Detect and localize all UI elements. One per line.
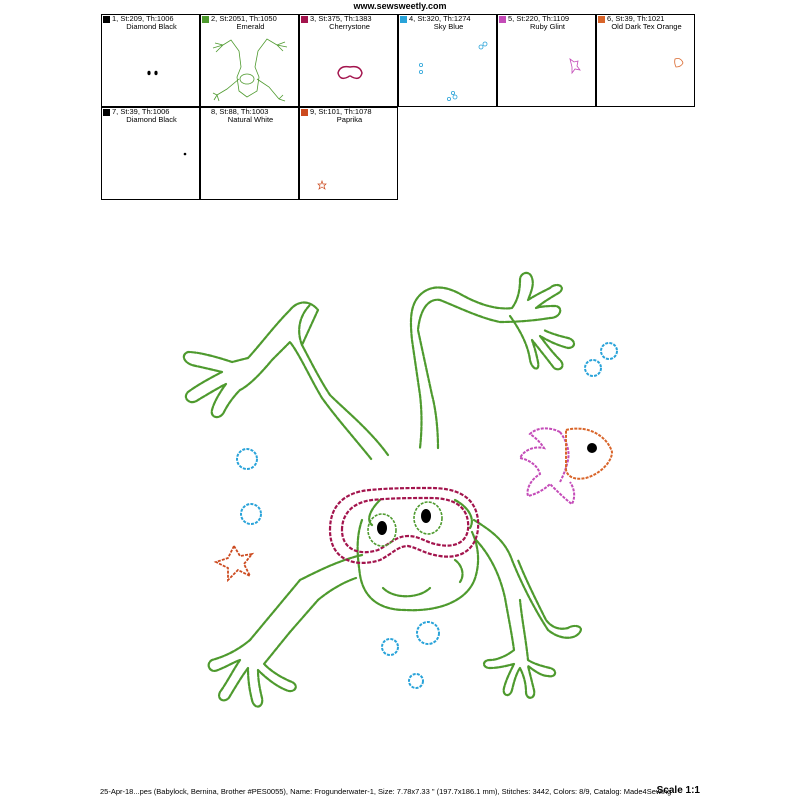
thread-info: 3, St:375, Th:1383 [310, 14, 372, 23]
thread-name: Sky Blue [433, 22, 464, 31]
thread-cell-8 [200, 107, 299, 200]
design-info-footer: 25-Apr-18...pes (Babylock, Bernina, Brother #PES0055), Name: Frogunderwater-1, Size: 7.78x7.33 " (197.7x186.1 mm), Stitches: 3442, Colors: 8/9, Catalog: Made4Sewing [100, 787, 672, 796]
thread-name: Cherrystone [329, 22, 370, 31]
thread-preview-goggles [300, 15, 398, 107]
thread-preview-bubbles [399, 15, 497, 107]
color-swatch [202, 109, 209, 116]
fish-eye [587, 443, 597, 453]
thread-cell-5 [497, 14, 596, 107]
frog-pupil-left [377, 521, 387, 535]
thread-cell-9 [299, 107, 398, 200]
scale-label: Scale 1:1 [656, 785, 700, 796]
thread-cell-6 [596, 14, 695, 107]
frog-outline [184, 273, 581, 707]
thread-info: 8, St:88, Th:1003 [211, 107, 269, 116]
thread-cell-4 [398, 14, 497, 107]
fish [520, 428, 612, 504]
thread-info: 1, St:209, Th:1006 [112, 14, 174, 23]
thread-info: 5, St:220, Th:1109 [508, 14, 570, 23]
thread-preview-star [300, 108, 398, 200]
thread-name: Diamond Black [126, 115, 177, 124]
thread-info: 6, St:39, Th:1021 [607, 14, 665, 23]
thread-preview-fish-body [498, 15, 596, 107]
thread-color-grid [101, 14, 699, 200]
thread-name: Diamond Black [126, 22, 177, 31]
thread-name: Ruby Glint [529, 22, 565, 31]
thread-preview-fish-eye [102, 108, 200, 200]
thread-cell-7 [101, 107, 200, 200]
thread-cell-3 [299, 14, 398, 107]
starfish [216, 546, 252, 580]
frog-pupil-right [421, 509, 431, 523]
site-url: www.sewsweetly.com [353, 1, 447, 11]
embroidery-design [0, 200, 800, 785]
thread-info: 4, St:320, Th:1274 [409, 14, 471, 23]
thread-cell-2 [200, 14, 299, 107]
thread-preview-fish-head [597, 15, 695, 107]
thread-name: Paprika [336, 115, 363, 124]
thread-preview-eyes [102, 15, 200, 107]
thread-info: 2, St:2051, Th:1050 [211, 14, 277, 23]
thread-name: Old Dark Tex Orange [611, 22, 682, 31]
thread-info: 9, St:101, Th:1078 [310, 107, 372, 116]
thread-name: Emerald [236, 22, 265, 31]
thread-name: Natural White [227, 115, 274, 124]
thread-cell-1 [101, 14, 200, 107]
goggles [330, 488, 478, 563]
thread-info: 7, St:39, Th:1006 [112, 107, 170, 116]
thread-preview-frog [201, 15, 299, 107]
